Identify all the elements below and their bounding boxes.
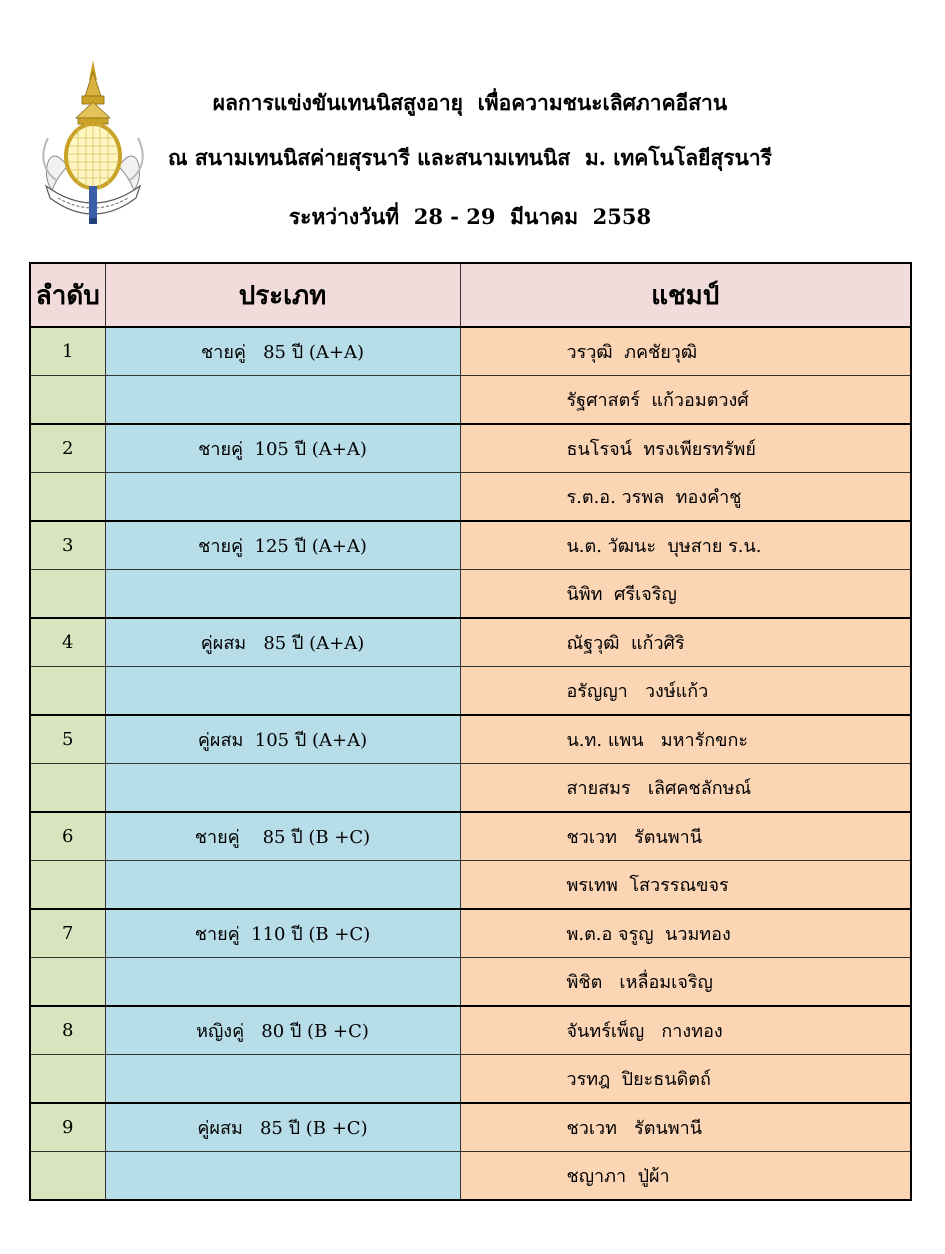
rank-cell xyxy=(30,764,105,813)
rank-cell xyxy=(30,958,105,1007)
rank-cell: 7 xyxy=(30,909,105,958)
table-row xyxy=(30,812,911,861)
rank-cell: 6 xyxy=(30,812,105,861)
category-cell xyxy=(105,376,460,425)
table-row xyxy=(30,1055,911,1104)
category-cell: ชายคู่ 110 ปี (B +C) xyxy=(105,909,460,958)
rank-cell xyxy=(30,861,105,910)
table-row xyxy=(30,1152,911,1201)
venue-subtitle: ณ สนามเทนนิสค่ายสุรนารี และสนามเทนนิส ม. เทคโนโลยีสุรนารี xyxy=(168,145,772,170)
category-cell xyxy=(105,958,460,1007)
category-cell xyxy=(105,1152,460,1201)
category-cell: ชายคู่ 105 ปี (A+A) xyxy=(105,424,460,473)
category-cell xyxy=(105,764,460,813)
champion-cell: อรัญญา วงษ์แก้ว xyxy=(460,667,911,716)
category-cell xyxy=(105,667,460,716)
category-cell: คู่ผสม 105 ปี (A+A) xyxy=(105,715,460,764)
category-cell: ชายคู่ 85 ปี (B +C) xyxy=(105,812,460,861)
champion-cell: พิชิต เหลื่อมเจริญ xyxy=(460,958,911,1007)
rank-cell xyxy=(30,1055,105,1104)
rank-cell: 3 xyxy=(30,521,105,570)
category-cell: คู่ผสม 85 ปี (B +C) xyxy=(105,1103,460,1152)
category-cell: ชายคู่ 125 ปี (A+A) xyxy=(105,521,460,570)
date-subtitle: ระหว่างวันที่ 28 - 29 มีนาคม 2558 xyxy=(288,204,652,229)
champion-cell: วรวุฒิ ภคชัยวุฒิ xyxy=(460,327,911,376)
rank-cell xyxy=(30,473,105,522)
table-row xyxy=(30,667,911,716)
table-row xyxy=(30,861,911,910)
champion-cell: ชวเวท รัตนพานี xyxy=(460,812,911,861)
rank-cell: 4 xyxy=(30,618,105,667)
table-row xyxy=(30,424,911,473)
champion-cell: ธนโรจน์ ทรงเพียรทรัพย์ xyxy=(460,424,911,473)
category-cell: หญิงคู่ 80 ปี (B +C) xyxy=(105,1006,460,1055)
results-table xyxy=(29,262,912,1201)
table-row xyxy=(30,618,911,667)
champion-cell: ชวเวท รัตนพานี xyxy=(460,1103,911,1152)
champion-cell: น.ต. วัฒนะ บุษสาย ร.น. xyxy=(460,521,911,570)
champion-cell: วรทฎ ปิยะธนดิตถ์ xyxy=(460,1055,911,1104)
champion-cell: ณัฐวุฒิ แก้วศิริ xyxy=(460,618,911,667)
rank-cell: 8 xyxy=(30,1006,105,1055)
rank-cell: 2 xyxy=(30,424,105,473)
champion-cell: สายสมร เลิศคชลักษณ์ xyxy=(460,764,911,813)
table-row xyxy=(30,1103,911,1152)
champion-cell: นิพิท ศรีเจริญ xyxy=(460,570,911,619)
champion-cell: พรเทพ โสวรรณขจร xyxy=(460,861,911,910)
column-header-rank: ลำดับ xyxy=(30,263,105,327)
table-row xyxy=(30,570,911,619)
champion-cell: ร.ต.อ. วรพล ทองคำชู xyxy=(460,473,911,522)
champion-cell: ชญาภา ปู่ผ้า xyxy=(460,1152,911,1201)
page-title: ผลการแข่งขันเทนนิสสูงอายุ เพื่อความชนะเลิศภาคอีสาน xyxy=(212,90,728,115)
column-header-champion: แชมป์ xyxy=(460,263,911,327)
rank-cell: 1 xyxy=(30,327,105,376)
category-cell: คู่ผสม 85 ปี (A+A) xyxy=(105,618,460,667)
rank-cell xyxy=(30,376,105,425)
table-row xyxy=(30,715,911,764)
category-cell xyxy=(105,861,460,910)
champion-cell: น.ท. แพน มหารักขกะ xyxy=(460,715,911,764)
champion-cell: รัฐศาสตร์ แก้วอมตวงศ์ xyxy=(460,376,911,425)
champion-cell: จันทร์เพ็ญ กางทอง xyxy=(460,1006,911,1055)
rank-cell xyxy=(30,667,105,716)
category-cell: ชายคู่ 85 ปี (A+A) xyxy=(105,327,460,376)
column-header-category: ประเภท xyxy=(105,263,460,327)
rank-cell: 9 xyxy=(30,1103,105,1152)
rank-cell xyxy=(30,570,105,619)
category-cell xyxy=(105,570,460,619)
rank-cell: 5 xyxy=(30,715,105,764)
table-row xyxy=(30,376,911,425)
results-table-body xyxy=(30,327,911,1200)
category-cell xyxy=(105,1055,460,1104)
tennis-association-emblem-icon xyxy=(38,58,148,226)
rank-cell xyxy=(30,1152,105,1201)
champion-cell: พ.ต.อ จรูญ นวมทอง xyxy=(460,909,911,958)
table-row xyxy=(30,521,911,570)
table-row xyxy=(30,1006,911,1055)
table-row xyxy=(30,958,911,1007)
table-row xyxy=(30,764,911,813)
table-header-row xyxy=(30,263,911,327)
category-cell xyxy=(105,473,460,522)
table-row xyxy=(30,327,911,376)
table-row xyxy=(30,909,911,958)
table-row xyxy=(30,473,911,522)
